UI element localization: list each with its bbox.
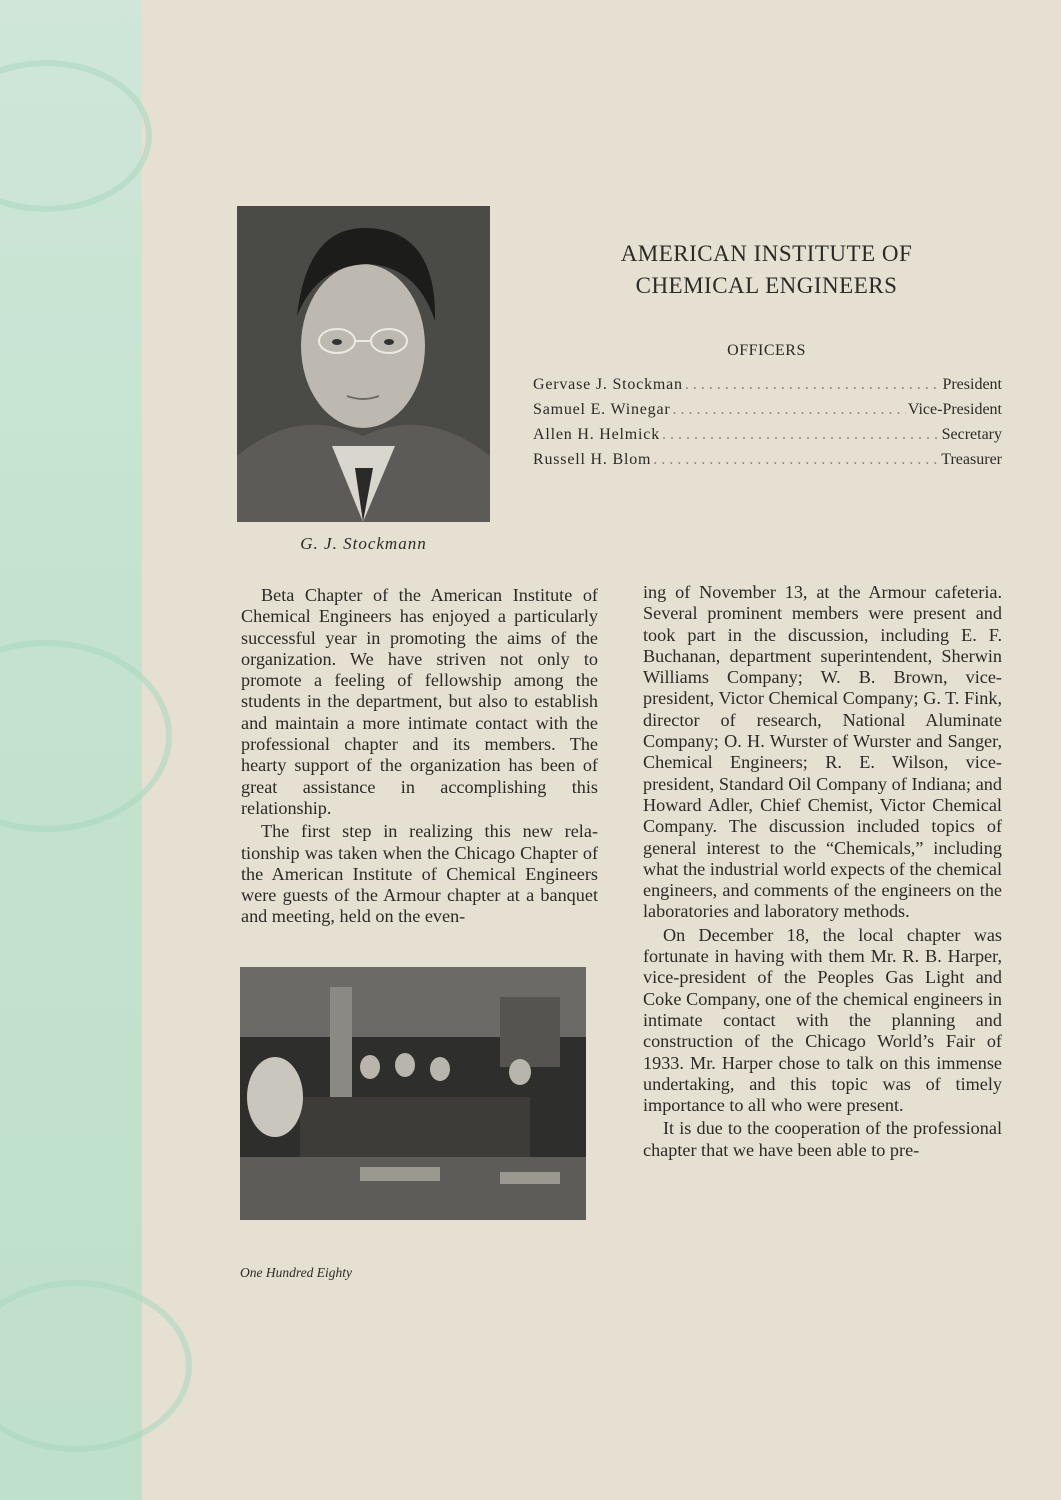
- officer-row: [533, 397, 1002, 422]
- officer-role: Secretary: [941, 426, 1002, 443]
- officer-role: Vice-President: [907, 401, 1002, 418]
- officer-row: [533, 372, 1002, 397]
- body-column-left: [241, 585, 598, 930]
- officers-heading: OFFICERS: [727, 342, 806, 359]
- portrait-photo: [237, 206, 490, 522]
- page-number-label: One Hundred Eighty: [240, 1265, 352, 1280]
- leader-dots: [653, 447, 939, 472]
- officer-name: Samuel E. Winegar: [533, 401, 671, 418]
- officer-name: Gervase J. Stockman: [533, 376, 683, 393]
- officers-list: [533, 372, 1002, 472]
- leader-dots: [662, 422, 940, 447]
- officer-name: Russell H. Blom: [533, 451, 652, 468]
- laboratory-photo: [240, 967, 586, 1220]
- body-column-right: [643, 582, 1002, 1163]
- portrait-caption: G. J. Stockmann: [300, 534, 427, 553]
- page-title: [530, 238, 1003, 302]
- decorative-side-strip: [0, 0, 142, 1500]
- body-paragraph: ing of November 13, at the Armour cafeteria. Several prominent members were present and took part in the discussion, including E. F. Buchanan, department superintendent, Sherwin Williams Company; W. B. Brown, vice-president, Victor Chemical Company; G. T. Fink, director of research, National Aluminate Company; O. H. Wurster of Wurster and Sanger, Chemical Engineers; R. E. Wilson, vice-president, Standard Oil Company of Indiana; and Howard Adler, Chief Chemist, Victor Chemical Company. The discussion included topics of general interest to the “Chemicals,” including what the industrial world expects of the chemical engineers, and comments of the engineers on the laboratories and laboratory methods.: [643, 582, 1002, 922]
- officer-role: Treasurer: [941, 451, 1002, 468]
- body-paragraph: It is due to the cooperation of the professional chapter that we have been able to pre-: [643, 1118, 1002, 1160]
- officer-role: President: [942, 376, 1002, 393]
- title-line-1: AMERICAN INSTITUTE OF: [620, 241, 913, 266]
- title-line-2: CHEMICAL ENGINEERS: [635, 273, 898, 298]
- leader-dots: [685, 372, 941, 397]
- body-paragraph: On December 18, the local chapter was fortunate in having with them Mr. R. B. Harper, vice-president of the Peoples Gas Light and Coke Company, one of the chemical engineers in intimate contact with the planning and construction of the Chicago World’s Fair of 1933. Mr. Harper chose to talk on this immense undertaking, and this topic was of timely importance to all who were present.: [643, 924, 1002, 1116]
- officer-row: [533, 422, 1002, 447]
- body-paragraph: The first step in realizing this new relationship was taken when the Chicago Chapter of the American Institute of Chemical Engineers were guests of the Armour chapter at a banquet and meeting, held on the even-: [241, 821, 598, 927]
- body-paragraph: Beta Chapter of the American Institute of Chemical Engineers has enjoyed a particularly successful year in promoting the aims of the organization. We have striven not only to promote a feeling of fellowship among the students in the department, but also to establish and maintain a more intimate contact with the professional chapter and its members. The hearty support of the organization has been of great assistance in accomplishing this relationship.: [241, 585, 598, 818]
- officer-row: [533, 447, 1002, 472]
- officer-name: Allen H. Helmick: [533, 426, 660, 443]
- leader-dots: [673, 397, 906, 422]
